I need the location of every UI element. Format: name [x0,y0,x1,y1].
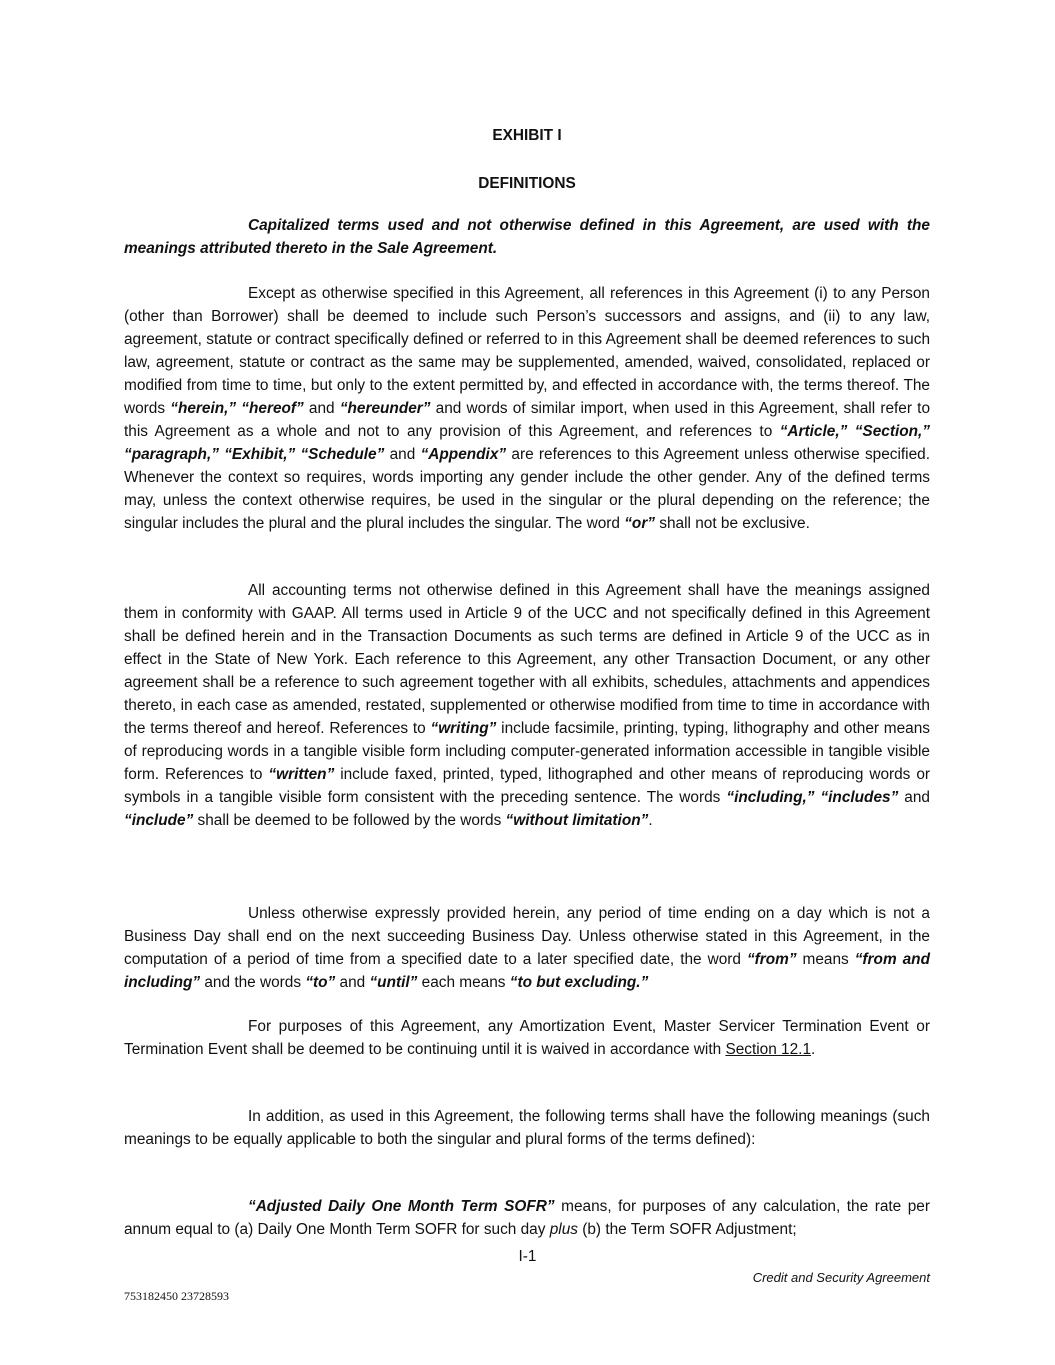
text-run: shall not be exclusive. [655,515,810,532]
text-run: and [384,446,421,463]
text-run: All accounting terms not otherwise defined in this Agreement shall have the meanings assigned them in conformity with GAAP. All terms used in Article 9 of the UCC and not specifically defined in this Agreement shall be defined herein and in the Transaction Documents as such terms are defined in Article 9 of the UCC as in effect in the State of New York. Each reference to this Agreement, any other Transaction Document, or any other agreement shall be a reference to such agreement together with all exhibits, schedules, attachments and appendices thereto, in each case as amended, restated, supplemented or otherwise modified from time to time in accordance with the terms thereof and hereof. References to [124,582,930,737]
text-run: include faxed, printed, typed, lithographed and other means of reproducing words or symbols in a tangible visible form consistent with the preceding sentence. The words [124,766,930,806]
text-run: each means [417,974,510,991]
text-run: and [303,400,340,417]
text-run: means, for purposes of any calculation, the rate per annum equal to (a) Daily One Month Term SOFR for such day [124,1198,930,1238]
defined-term: “from and including” [124,951,930,991]
footer-title: Credit and Security Agreement [752,1270,930,1285]
continuing-events-paragraph [124,1015,930,1061]
defined-term: “writing” [430,720,497,737]
document-id: 753182450 23728593 [124,1289,229,1303]
section-reference: Section 12.1 [725,1041,812,1058]
time-period-paragraph [124,902,930,994]
text-run: and the words [200,974,306,991]
defined-term: “until” [369,974,418,991]
text-run: In addition, as used in this Agreement, the following terms shall have the following meanings (such meanings to be equally applicable to both the singular and plural forms of the terms defined): [124,1108,930,1148]
accounting-terms-paragraph [124,579,930,832]
defined-term: “Appendix” [420,446,507,463]
intro-paragraph [124,214,930,260]
defined-term: “to” [305,974,336,991]
defined-term: “Article,” “Section,” “paragraph,” “Exhibit,” “Schedule” [124,423,930,463]
defined-term: “Adjusted Daily One Month Term SOFR” [248,1198,555,1215]
exhibit-heading: EXHIBIT I [492,127,562,144]
text-run: shall be deemed to be followed by the words [193,812,506,829]
text-run: For purposes of this Agreement, any Amortization Event, Master Servicer Termination Event or Termination Event shall be deemed to be continuing until it is waived in accordance with [124,1018,930,1058]
text-run: and words of similar import, when used in this Agreement, shall refer to this Agreement as a whole and not to any provision of this Agreement, and references to [124,400,930,440]
defined-term: “herein,” “hereof” [170,400,304,417]
text-run: include facsimile, printing, typing, lithography and other means of reproducing words in a tangible visible form including computer-generated information accessible in tangible visible form. References to [124,720,930,783]
defined-term: “without limitation” [505,812,649,829]
text-run: plus [549,1221,578,1238]
defined-term: “written” [268,766,335,783]
defined-term: “or” [624,515,656,532]
defined-term: “including,” “includes” [726,789,899,806]
page-number: I-1 [518,1248,537,1265]
text-run: (b) the Term SOFR Adjustment; [577,1221,797,1238]
text-run: and [335,974,370,991]
text-run: and [898,789,930,806]
text-run: . [648,812,653,829]
text-run: . [811,1041,816,1058]
defined-term: Capitalized terms used and not otherwise defined in this Agreement, are used with the meanings attributed thereto in the Sale Agreement. [124,217,930,257]
defined-term: “include” [124,812,194,829]
definition-adjusted-daily-sofr [124,1195,930,1241]
text-run: are references to this Agreement unless otherwise specified. Whenever the context so requires, words importing any gender include the other gender. Any of the defined terms may, unless the context otherwise requires, be used in the singular or the plural depending on the reference; the singular includes the plural and the plural includes the singular. The word [124,446,930,532]
references-paragraph [124,282,930,535]
defined-term: “from” [746,951,797,968]
definitions-intro-paragraph [124,1105,930,1151]
text-run: Except as otherwise specified in this Agreement, all references in this Agreement (i) to any Person (other than Borrower) shall be deemed to include such Person’s successors and assigns, and (ii) to any law, agreement, statute or contract specifically defined or referred to in this Agreement shall be deemed references to such law, agreement, statute or contract as the same may be supplemented, amended, waived, consolidated, replaced or modified from time to time, but only to the extent permitted by, and effected in accordance with, the terms thereof. The words [124,285,930,417]
defined-term: “hereunder” [339,400,431,417]
definitions-heading: DEFINITIONS [478,175,576,192]
defined-term: “to but excluding.” [509,974,649,991]
text-run: Unless otherwise expressly provided herein, any period of time ending on a day which is not a Business Day shall end on the next succeeding Business Day. Unless otherwise stated in this Agreement, in the computation of a period of time from a specified date to a later specified date, the word [124,905,930,968]
text-run: means [796,951,855,968]
